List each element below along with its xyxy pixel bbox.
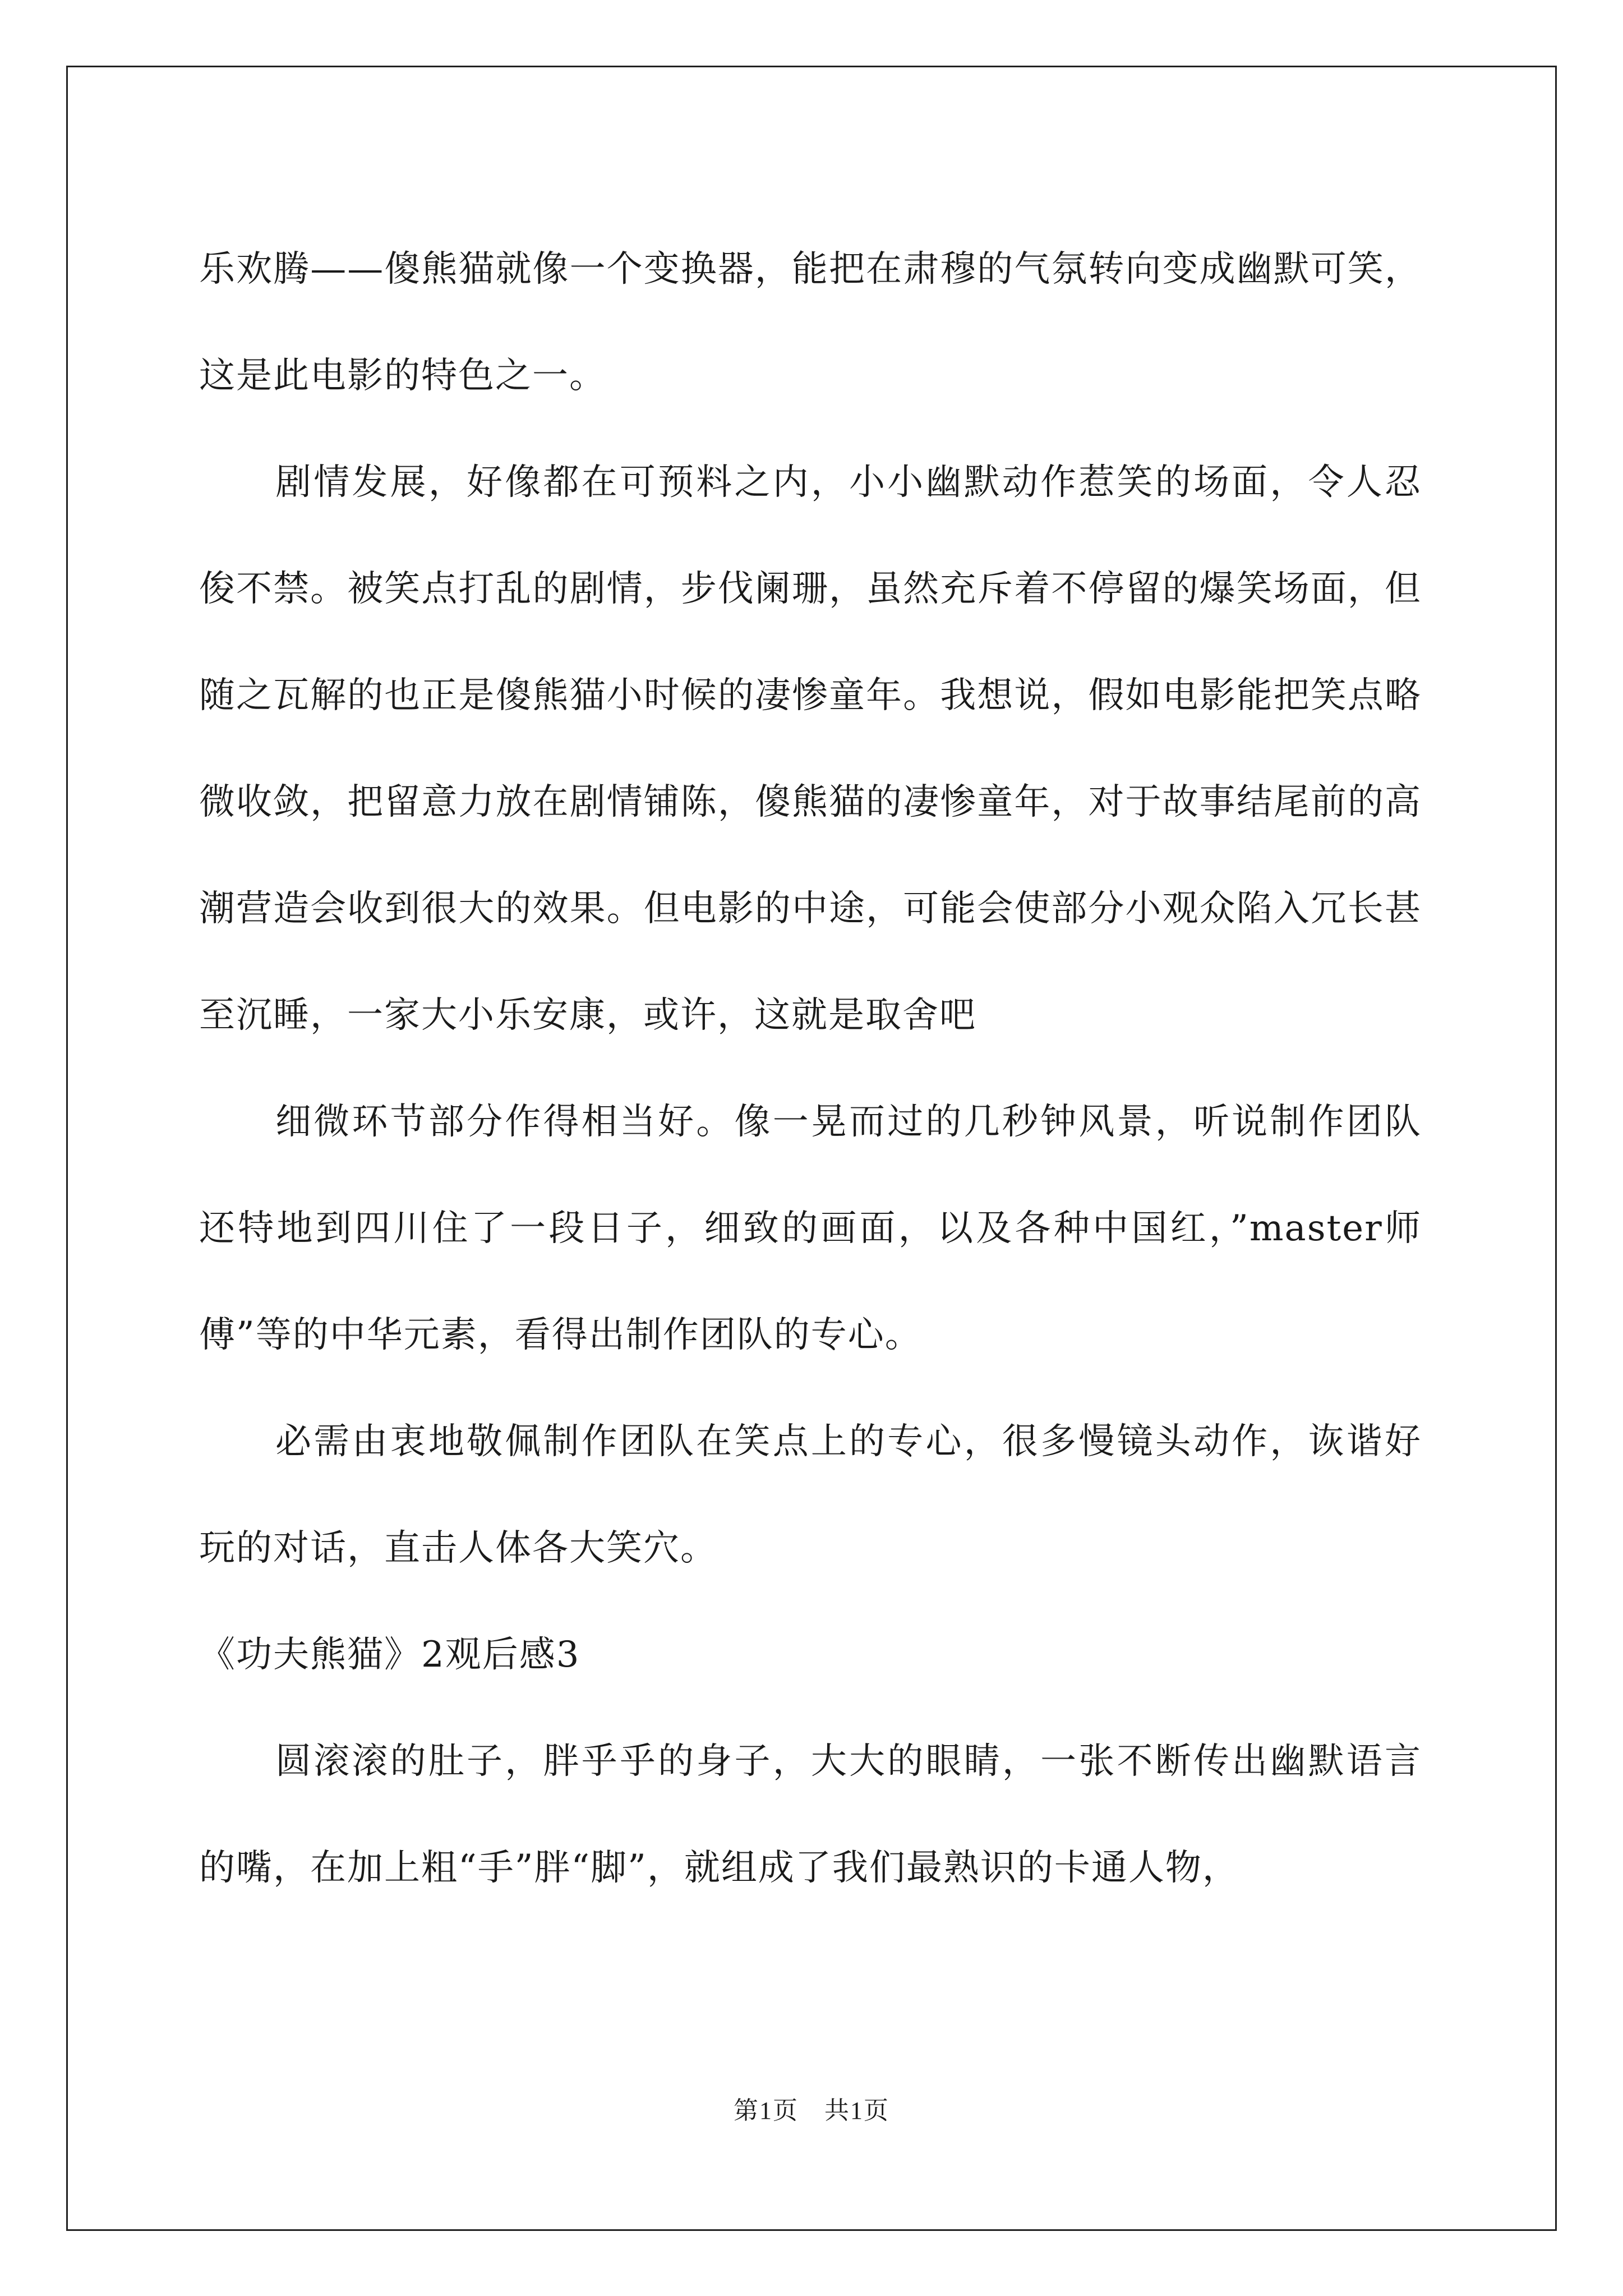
paragraph-5: 圆滚滚的肚子，胖乎乎的身子，大大的眼睛，一张不断传出幽默语言的嘴，在加上粗“手”胖“脚”，就组成了我们最熟识的卡通人物，	[199, 1741, 1422, 1889]
page-number-footer: 第1页 共1页	[734, 2097, 889, 2124]
paragraph-1: 乐欢腾——傻熊猫就像一个变换器，能把在肃穆的气氛转向变成幽默可笑，这是此电影的特色之一。	[199, 249, 1422, 397]
document-body	[199, 216, 1422, 1921]
paragraph-2: 剧情发展，好像都在可预料之内，小小幽默动作惹笑的场面，令人忍俊不禁。被笑点打乱的剧情，步伐阑珊，虽然充斥着不停留的爆笑场面，但随之瓦解的也正是傻熊猫小时候的凄惨童年。我想说，假如电影能把笑点略微收敛，把留意力放在剧情铺陈，傻熊猫的凄惨童年，对于故事结尾前的高潮营造会收到很大的效果。但电影的中途，可能会使部分小观众陷入冗长甚至沉睡，一家大小乐安康，或许，这就是取舍吧	[199, 462, 1422, 1036]
section-title: 《功夫熊猫》2观后感3	[199, 1634, 580, 1676]
paragraph-3: 细微环节部分作得相当好。像一晃而过的几秒钟风景，听说制作团队还特地到四川住了一段日子，细致的画面，以及各种中国红，”master师傅”等的中华元素，看得出制作团队的专心。	[199, 1101, 1422, 1356]
paragraph-4: 必需由衷地敬佩制作团队在笑点上的专心，很多慢镜头动作，诙谐好玩的对话，直击人体各大笑穴。	[199, 1421, 1422, 1569]
